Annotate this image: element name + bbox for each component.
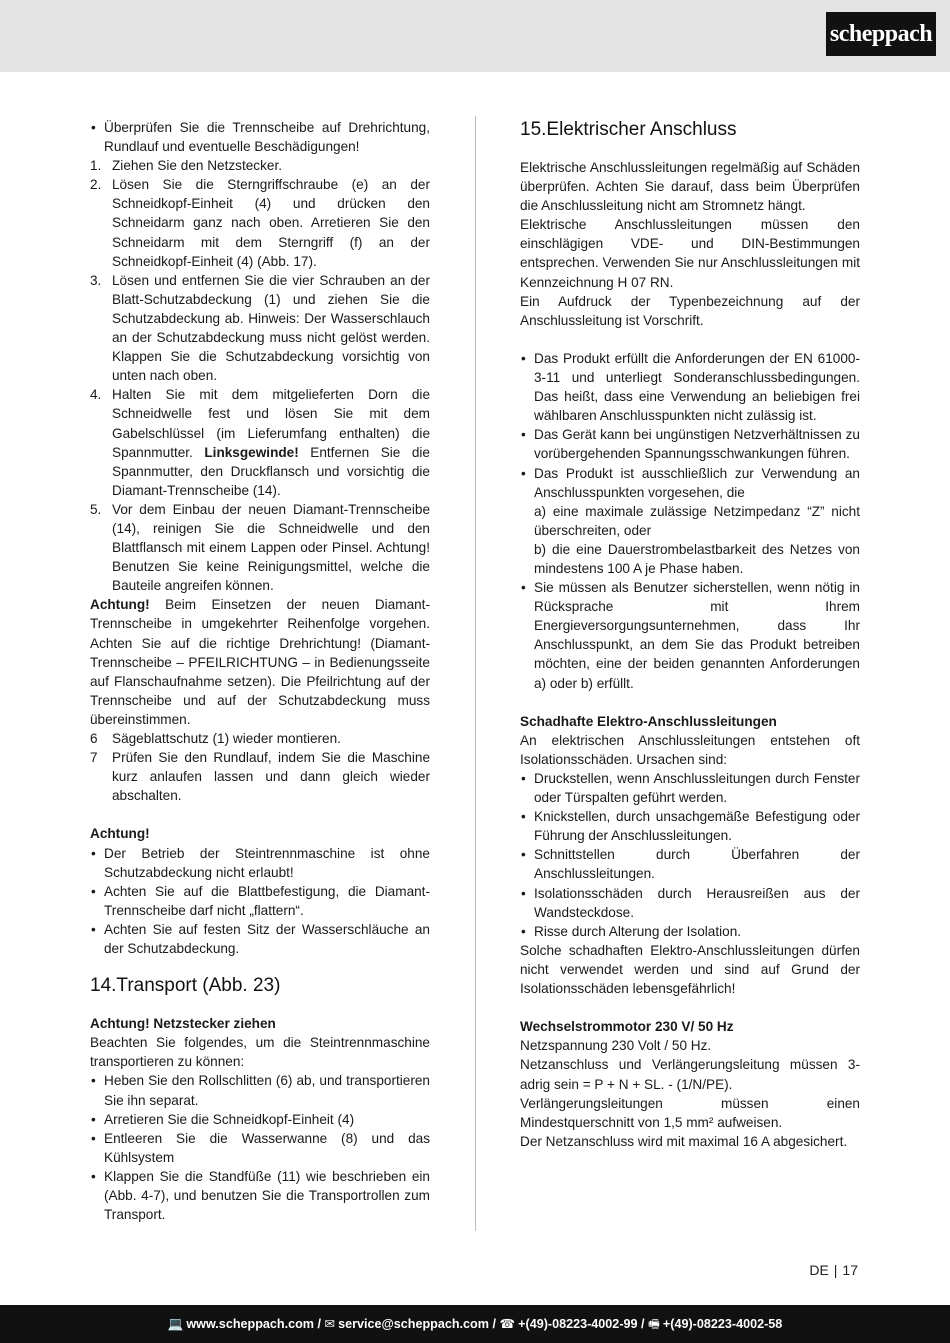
step-text: Vor dem Einbau der neuen Diamant-Trennscheibe (14), reinigen Sie die Schneidwelle und den Blattflansch mit einem Lappen oder Pinsel. Achtung! Benutzen Sie keine Reinigungsmittel, welche die Bauteile angreifen können. xyxy=(112,501,430,594)
header-bar xyxy=(0,0,950,72)
list-item: • Risse durch Alterung der Isolation. xyxy=(520,922,860,941)
paragraph: Ein Aufdruck der Typenbezeichnung auf der Anschlussleitung ist Vorschrift. xyxy=(520,293,860,328)
list-item: • Knickstellen, durch unsachgemäße Befestigung oder Führung der Anschlussleitungen. xyxy=(520,807,860,845)
section-14-heading xyxy=(90,974,430,998)
damaged-heading: Schadhafte Elektro-Anschlussleitungen xyxy=(520,713,777,729)
requirements-list xyxy=(520,349,860,693)
step-item xyxy=(90,385,430,500)
step-text: Prüfen Sie den Rundlauf, indem Sie die Maschine kurz anlaufen lassen und dann gleich wieder abschalten. xyxy=(112,750,430,804)
step-number: 3. xyxy=(90,272,102,288)
list-item: • Entleeren Sie die Wasserwanne (8) und das Kühlsystem xyxy=(90,1129,430,1167)
list-item: • Achten Sie auf festen Sitz der Wasserschläuche an der Schutzabdeckung. xyxy=(90,920,430,958)
step-number: 7 xyxy=(90,750,98,766)
damaged-intro: An elektrischen Anschlussleitungen entstehen oft Isolationsschäden. Ursachen sind: xyxy=(520,732,860,767)
left-column xyxy=(90,118,430,1224)
list-item: • Achten Sie auf die Blattbefestigung, die Diamant-Trennscheibe darf nicht „flattern“. xyxy=(90,882,430,920)
achtung-list xyxy=(90,844,430,959)
right-column xyxy=(520,118,860,1151)
page-number: DE | 17 xyxy=(809,1262,858,1278)
step-item xyxy=(90,156,430,175)
steps-list xyxy=(90,156,430,595)
scheppach-logo: scheppach xyxy=(826,12,936,56)
steps-list-2 xyxy=(90,729,430,805)
computer-icon: 💻 xyxy=(167,1317,184,1331)
list-item: • Klappen Sie die Standfüße (11) wie beschrieben ein (Abb. 4-7), und benutzen Sie die Transportrollen zum Transport. xyxy=(90,1167,430,1224)
step-warning: Linksgewinde! xyxy=(204,444,299,460)
column-divider xyxy=(475,116,476,1231)
achtung-text: Beim Einsetzen der neuen Diamant-Trennscheibe in umgekehrter Reihenfolge vorgehen. Achten Sie auf die richtige Drehrichtung! (Diamant-Trennscheibe – PFEILRICHTUNG – in Bedienungsseite auf Flanschaufnahme setzen). Die Pfeilrichtung auf der Trennscheibe und auf der Schutzabdeckung muss übereinstimmen. xyxy=(90,597,430,727)
step-number: 5. xyxy=(90,501,102,517)
list-item: • Heben Sie den Rollschlitten (6) ab, und transportieren Sie ihn separat. xyxy=(90,1071,430,1109)
list-item: • Sie müssen als Benutzer sicherstellen, wenn nötig in Rücksprache mit Ihrem Energieversorgungsunternehmen, dass Ihr Anschlusspunkt, an dem Sie das Produkt betreiben möchten, eine der beiden genannten Anforderungen a) oder b) erfüllt. xyxy=(520,578,860,693)
section-title: Elektrischer Anschluss xyxy=(546,119,737,140)
step-number: 1. xyxy=(90,158,102,174)
list-item: • Isolationsschäden durch Herausreißen aus der Wandsteckdose. xyxy=(520,884,860,922)
step-text: Sägeblattschutz (1) wieder montieren. xyxy=(112,731,341,746)
intro-list xyxy=(90,118,430,156)
paragraph: Elektrische Anschlussleitungen müssen den einschlägigen VDE- und DIN-Bestimmungen entsprechen. Verwenden Sie nur Anschlussleitungen mit Kennzeichnung H 07 RN. xyxy=(520,217,860,290)
list-item: • Schnittstellen durch Überfahren der Anschlussleitungen. xyxy=(520,845,860,883)
contact-bar xyxy=(0,1305,950,1343)
transport-subtitle: Achtung! Netzstecker ziehen xyxy=(90,1016,276,1032)
list-item: • Druckstellen, wenn Anschlussleitungen durch Fenster oder Türspalten geführt werden. xyxy=(520,769,860,807)
step-text: Lösen Sie die Sterngriffschraube (e) an der Schneidkopf-Einheit (4) und drücken den Schneidarm ganz nach oben. Arretieren Sie den Schneidarm mit dem Sterngriff (f) an der Schneidkopf-Einheit (4) (Abb. 17). xyxy=(112,177,430,269)
transport-list xyxy=(90,1071,430,1224)
motor-heading: Wechselstrommotor 230 V/ 50 Hz xyxy=(520,1019,734,1035)
damaged-list xyxy=(520,769,860,941)
achtung-heading: Achtung! xyxy=(90,826,150,842)
step-text: Ziehen Sie den Netzstecker. xyxy=(112,158,283,174)
list-item-option-a: a) eine maximale zulässige Netzimpedanz “Z” nicht überschreiten, oder xyxy=(534,503,860,538)
list-item: • Der Betrieb der Steintrennmaschine ist ohne Schutzabdeckung nicht erlaubt! xyxy=(90,844,430,882)
step-item xyxy=(90,500,430,595)
motor-line: Netzanschluss und Verlängerungsleitung müssen 3-adrig sein = P + N + SL. - (1/N/PE). xyxy=(520,1057,860,1092)
motor-line: Der Netzanschluss wird mit maximal 16 A abgesichert. xyxy=(520,1133,848,1149)
page-num: 17 xyxy=(842,1262,858,1278)
list-item xyxy=(520,464,860,579)
mail-icon: ✉ xyxy=(324,1317,336,1331)
motor-line: Verlängerungsleitungen müssen einen Mindestquerschnitt von 1,5 mm² aufweisen. xyxy=(520,1095,860,1130)
step-item xyxy=(90,175,430,270)
step-text: Entfernen Sie die Spannmutter, den Druckflansch und vorsichtig die Diamant-Trennscheibe (14). xyxy=(112,444,430,498)
fax-number: +(49)-08223-4002-58 xyxy=(662,1317,783,1331)
step-text: Halten Sie mit dem mitgelieferten Dorn die Schneidwelle fest und lösen Sie mit dem Gabelschlüssel (im Lieferumfang enthalten) die Spannmutter. xyxy=(112,387,430,460)
email-link[interactable]: service@scheppach.com / xyxy=(338,1317,496,1331)
fax-icon: 🖷 xyxy=(648,1317,660,1331)
step-item xyxy=(90,271,430,386)
language-code: DE xyxy=(809,1262,829,1278)
step-item xyxy=(90,748,430,805)
section-title: Transport (Abb. 23) xyxy=(116,975,281,997)
list-item: • Überprüfen Sie die Trennscheibe auf Drehrichtung, Rundlauf und eventuelle Beschädigungen! xyxy=(90,118,430,156)
list-item: • Das Gerät kann bei ungünstigen Netzverhältnissen zu vorübergehenden Spannungsschwankungen führen. xyxy=(520,425,860,463)
website-link[interactable]: www.scheppach.com / xyxy=(186,1317,321,1331)
motor-line: Netzspannung 230 Volt / 50 Hz. xyxy=(520,1038,712,1054)
list-item: • Das Produkt erfüllt die Anforderungen der EN 61000-3-11 und unterliegt Sonderanschlussbedingungen. Das heißt, dass eine Verwendung an beliebigen frei wählbaren Anschlusspunkten nicht zulässig ist. xyxy=(520,349,860,425)
phone-icon: ☎ xyxy=(499,1317,516,1331)
step-text: Lösen und entfernen Sie die vier Schrauben an der Blatt-Schutzabdeckung (1) und ziehen Sie die Schutzabdeckung ab. Hinweis: Der Wasserschlauch an der Schutzabdeckung muss nicht gelöst werden. Klappen Sie die Schutzabdeckung vorsichtig von unten nach oben. xyxy=(112,272,430,384)
damaged-outro: Solche schadhaften Elektro-Anschlussleitungen dürfen nicht verwendet werden und sind auf Grund der Isolationsschäden lebensgefährlich! xyxy=(520,942,860,997)
section-15-heading xyxy=(520,118,860,142)
transport-intro: Beachten Sie folgendes, um die Steintrennmaschine transportieren zu können: xyxy=(90,1035,430,1070)
section-number: 15. xyxy=(520,119,547,140)
step-number: 4. xyxy=(90,387,102,403)
step-number: 6 xyxy=(90,731,98,746)
list-item-lead: • Das Produkt ist ausschließlich zur Verwendung an Anschlusspunkten vorgesehen, die xyxy=(534,465,860,500)
paragraph: Elektrische Anschlussleitungen regelmäßig auf Schäden überprüfen. Achten Sie darauf, dass beim Überprüfen die Anschlussleitung nicht am Stromnetz hängt. xyxy=(520,160,860,214)
section-number: 14. xyxy=(90,975,117,997)
step-number: 2. xyxy=(90,177,102,193)
achtung-label: Achtung! xyxy=(90,597,150,613)
list-item-option-b: b) die eine Dauerstrombelastbarkeit des Netzes von mindestens 100 A je Phase haben. xyxy=(534,541,860,576)
phone-number: +(49)-08223-4002-99 / xyxy=(518,1317,645,1331)
achtung-paragraph xyxy=(90,595,430,729)
list-item: • Arretieren Sie die Schneidkopf-Einheit (4) xyxy=(90,1110,430,1129)
step-item xyxy=(90,729,430,748)
